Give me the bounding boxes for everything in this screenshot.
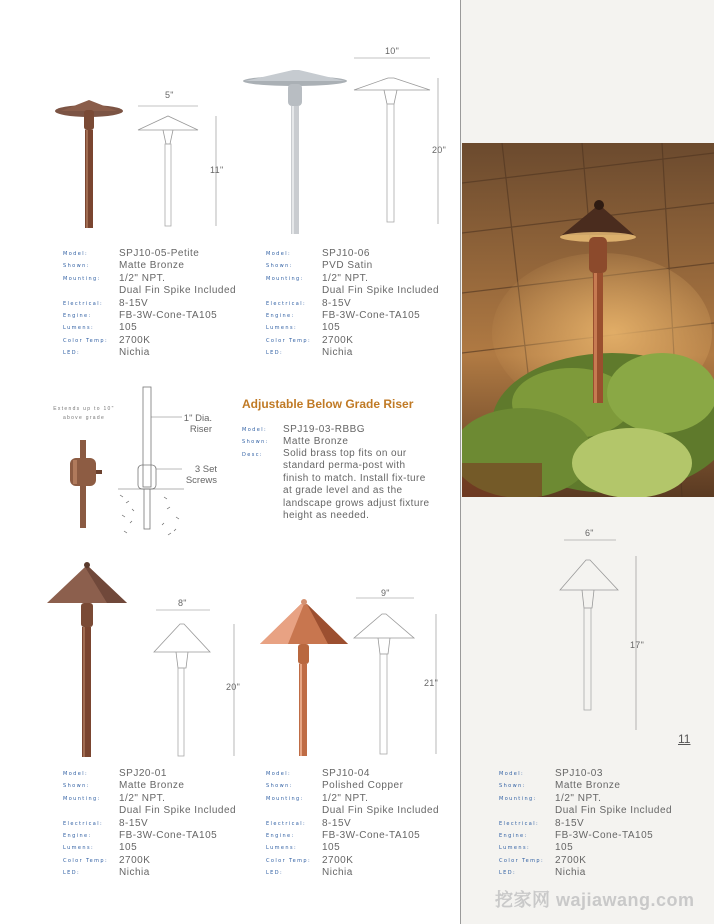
riser-description: Solid brass top fits on our standard perma-post with finish to match. Install fix-ture at grade level and as the landscape grows adjust fixture height as needed. bbox=[283, 448, 430, 522]
dim-height-spj20-01: 20" bbox=[226, 682, 241, 692]
dim-width-spj10-05: 5" bbox=[165, 90, 174, 100]
label-led: LED: bbox=[63, 350, 81, 357]
dim-height-spj10-05: 11" bbox=[210, 165, 224, 175]
riser-note-line-2: above grade bbox=[62, 415, 106, 421]
value-engine: FB-3W-Cone-TA105 bbox=[322, 309, 421, 321]
product-photo-spj10-04 bbox=[258, 598, 350, 760]
label-color-temp: Color Temp: bbox=[63, 857, 109, 864]
value-model: SPJ10-04 bbox=[322, 768, 370, 779]
value-shown: Matte Bronze bbox=[119, 260, 185, 272]
product-drawing-spj10-03 bbox=[556, 540, 656, 720]
riser-label-dia bbox=[168, 413, 212, 435]
dim-height-spj10-03: 17" bbox=[630, 640, 645, 650]
label-electrical: Electrical: bbox=[499, 820, 540, 827]
value-mounting-2: Dual Fin Spike Included bbox=[555, 805, 673, 817]
label-electrical: Electrical: bbox=[266, 300, 307, 307]
value-color-temp: 2700K bbox=[322, 334, 354, 346]
label-lumens: Lumens: bbox=[266, 845, 298, 852]
riser-label-dia-line-2: Riser bbox=[189, 424, 212, 435]
dim-width-spj10-06: 10" bbox=[385, 46, 400, 56]
value-engine: FB-3W-Cone-TA105 bbox=[119, 309, 218, 321]
label-mounting: Mounting: bbox=[266, 275, 304, 282]
label-led: LED: bbox=[266, 870, 284, 877]
label-model: Model: bbox=[499, 771, 525, 777]
label-model: Model: bbox=[63, 251, 89, 257]
label-shown: Shown: bbox=[242, 439, 269, 446]
value-mounting-2: Dual Fin Spike Included bbox=[119, 805, 237, 817]
column-divider bbox=[460, 0, 461, 924]
label-shown: Shown: bbox=[63, 783, 90, 790]
value-model: SPJ20-01 bbox=[119, 768, 167, 779]
value-shown: PVD Satin bbox=[322, 260, 373, 272]
watermark: 挖家网 wajiawang.com bbox=[495, 890, 695, 910]
label-color-temp: Color Temp: bbox=[499, 857, 545, 864]
label-mounting: Mounting: bbox=[63, 795, 101, 802]
value-electrical: 8-15V bbox=[119, 297, 149, 309]
value-led: Nichia bbox=[322, 867, 353, 879]
value-lumens: 105 bbox=[555, 842, 574, 854]
label-model: Model: bbox=[266, 251, 292, 257]
dim-width-spj10-04: 9" bbox=[381, 588, 390, 598]
riser-photo bbox=[64, 440, 114, 530]
label-engine: Engine: bbox=[63, 832, 92, 839]
value-color-temp: 2700K bbox=[555, 854, 587, 866]
product-photo-spj10-05 bbox=[55, 96, 127, 234]
value-shown: Matte Bronze bbox=[283, 436, 349, 448]
value-engine: FB-3W-Cone-TA105 bbox=[119, 829, 218, 841]
label-model: Model: bbox=[242, 427, 268, 433]
value-model: SPJ10-05-Petite bbox=[119, 248, 200, 259]
value-lumens: 105 bbox=[322, 322, 341, 334]
riser-heading: Adjustable Below Grade Riser bbox=[242, 397, 414, 411]
value-lumens: 105 bbox=[119, 842, 138, 854]
label-shown: Shown: bbox=[266, 263, 293, 270]
label-lumens: Lumens: bbox=[63, 845, 95, 852]
label-led: LED: bbox=[266, 350, 284, 357]
value-mounting: 1/2" NPT. bbox=[322, 272, 369, 284]
product-photo-spj10-06 bbox=[243, 64, 347, 242]
product-photo-spj20-01 bbox=[45, 561, 129, 761]
riser-label-screws bbox=[168, 464, 217, 486]
label-mounting: Mounting: bbox=[499, 795, 537, 802]
value-mounting-2: Dual Fin Spike Included bbox=[322, 805, 440, 817]
value-electrical: 8-15V bbox=[322, 817, 352, 829]
value-mounting: 1/2" NPT. bbox=[119, 792, 166, 804]
value-electrical: 8-15V bbox=[119, 817, 149, 829]
value-model: SPJ10-06 bbox=[322, 248, 370, 259]
value-mounting-2: Dual Fin Spike Included bbox=[322, 285, 440, 297]
value-shown: Matte Bronze bbox=[119, 780, 185, 792]
label-shown: Shown: bbox=[499, 783, 526, 790]
value-electrical: 8-15V bbox=[555, 817, 585, 829]
riser-note-line-1: Extends up to 10" bbox=[53, 406, 115, 412]
value-color-temp: 2700K bbox=[119, 334, 151, 346]
value-lumens: 105 bbox=[322, 842, 341, 854]
label-desc: Desc: bbox=[242, 451, 263, 458]
label-mounting: Mounting: bbox=[266, 795, 304, 802]
value-led: Nichia bbox=[322, 347, 353, 359]
label-engine: Engine: bbox=[266, 832, 295, 839]
label-led: LED: bbox=[499, 870, 517, 877]
label-engine: Engine: bbox=[499, 832, 528, 839]
value-mounting: 1/2" NPT. bbox=[119, 272, 166, 284]
page-number: 11 bbox=[678, 732, 691, 746]
value-mounting-2: Dual Fin Spike Included bbox=[119, 285, 237, 297]
label-color-temp: Color Temp: bbox=[266, 857, 312, 864]
value-shown: Polished Copper bbox=[322, 780, 404, 792]
label-color-temp: Color Temp: bbox=[266, 337, 312, 344]
value-electrical: 8-15V bbox=[322, 297, 352, 309]
label-electrical: Electrical: bbox=[63, 820, 104, 827]
value-lumens: 105 bbox=[119, 322, 138, 334]
value-shown: Matte Bronze bbox=[555, 780, 621, 792]
installed-fixture-photo bbox=[462, 143, 714, 497]
value-led: Nichia bbox=[555, 867, 586, 879]
label-lumens: Lumens: bbox=[63, 325, 95, 332]
label-lumens: Lumens: bbox=[499, 845, 531, 852]
riser-label-dia-line-1: 1" Dia. bbox=[183, 413, 212, 424]
label-electrical: Electrical: bbox=[266, 820, 307, 827]
value-engine: FB-3W-Cone-TA105 bbox=[322, 829, 421, 841]
value-engine: FB-3W-Cone-TA105 bbox=[555, 829, 654, 841]
dim-width-spj10-03: 6" bbox=[585, 528, 594, 538]
label-color-temp: Color Temp: bbox=[63, 337, 109, 344]
value-color-temp: 2700K bbox=[119, 854, 151, 866]
label-shown: Shown: bbox=[266, 783, 293, 790]
label-shown: Shown: bbox=[63, 263, 90, 270]
label-engine: Engine: bbox=[63, 312, 92, 319]
value-model: SPJ19-03-RBBG bbox=[283, 424, 366, 435]
riser-label-screws-line-2: Screws bbox=[185, 475, 217, 486]
value-led: Nichia bbox=[119, 347, 150, 359]
dim-width-spj20-01: 8" bbox=[178, 598, 187, 608]
value-model: SPJ10-03 bbox=[555, 768, 603, 779]
label-lumens: Lumens: bbox=[266, 325, 298, 332]
dim-height-spj10-06: 20" bbox=[432, 145, 447, 155]
label-model: Model: bbox=[266, 771, 292, 777]
value-mounting: 1/2" NPT. bbox=[322, 792, 369, 804]
product-drawing-spj10-06 bbox=[350, 58, 450, 228]
riser-label-screws-line-1: 3 Set bbox=[194, 464, 217, 475]
value-color-temp: 2700K bbox=[322, 854, 354, 866]
value-mounting: 1/2" NPT. bbox=[555, 792, 602, 804]
label-engine: Engine: bbox=[266, 312, 295, 319]
dim-height-spj10-04: 21" bbox=[424, 678, 439, 688]
label-mounting: Mounting: bbox=[63, 275, 101, 282]
label-led: LED: bbox=[63, 870, 81, 877]
label-model: Model: bbox=[63, 771, 89, 777]
value-led: Nichia bbox=[119, 867, 150, 879]
label-electrical: Electrical: bbox=[63, 300, 104, 307]
